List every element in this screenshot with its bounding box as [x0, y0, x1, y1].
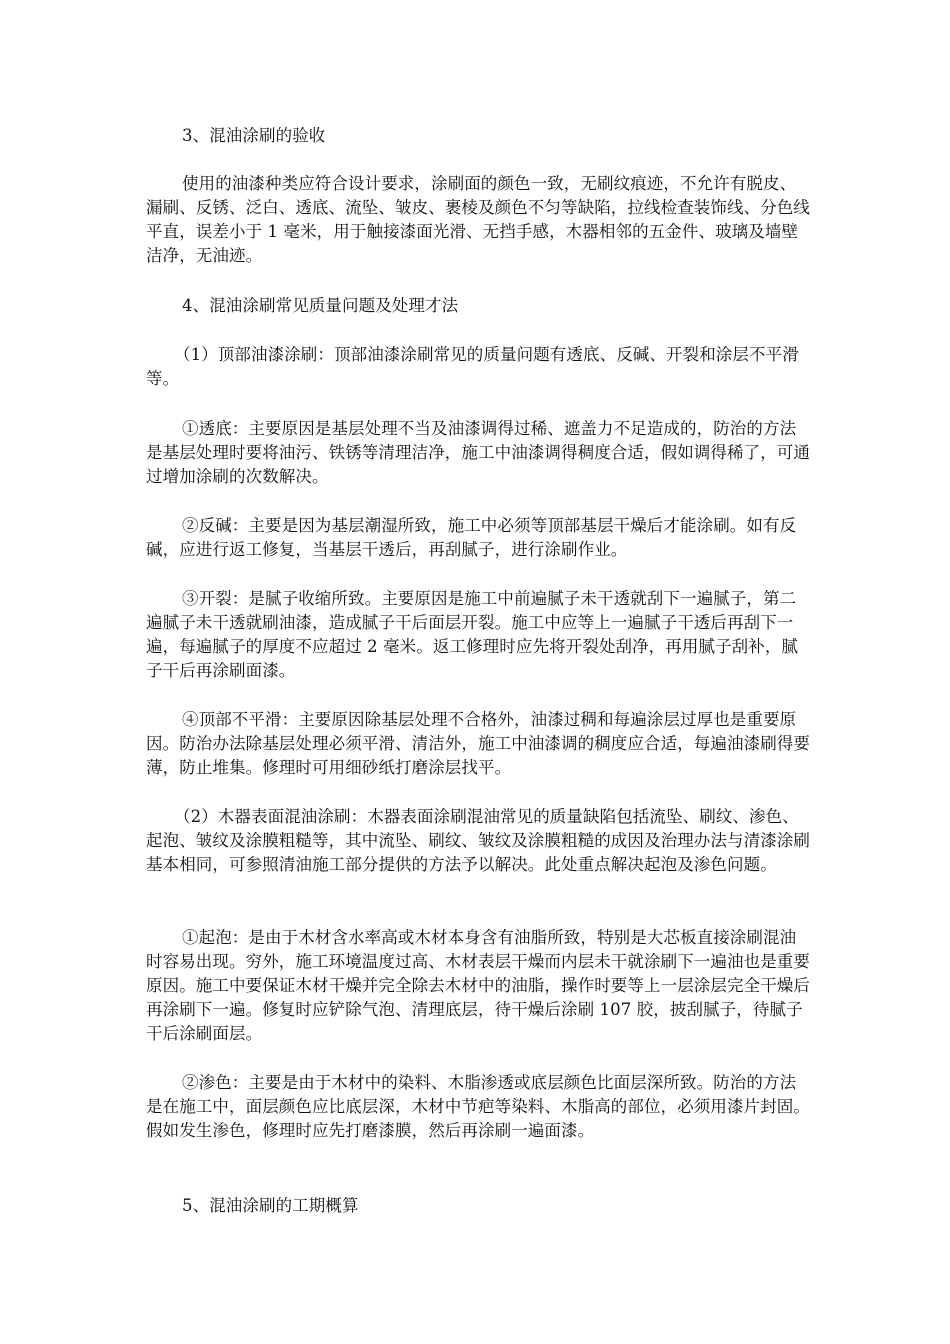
paragraph-wood-surface-painting: （2）木器表面混油涂刷：木器表面涂刷混油常见的质量缺陷包括流坠、刷纹、渗色、起泡、皱纹及涂膜粗糙等，其中流坠、刷纹、皱纹及涂膜粗糙的成因及治理办法与清漆涂刷基本相同，可参照清油施工部分提供的方法予以解决。此处重点解决起泡及渗色问题。: [146, 807, 810, 874]
paragraph-cracking: ③开裂：是腻子收缩所致。主要原因是施工中前遍腻子未干透就刮下一遍腻子，第二遍腻子未干透就刷油漆，造成腻子干后面层开裂。施工中应等上一遍腻子干透后再刮下一遍，每遍腻子的厚度不应超过 2 毫米。返工修理时应先将开裂处刮净，再用腻子刮补，腻子干后再涂刷面漆。: [146, 589, 799, 680]
paragraph-uneven-ceiling: ④顶部不平滑：主要原因除基层处理不合格外，油漆过稠和每遍涂层过厚也是重要原因。防治办法除基层处理必须平滑、清洁外，施工中油漆调的稠度应合适，每遍油漆刷得要薄，防止堆集。修理时可用细砂纸打磨涂层找平。: [146, 710, 810, 777]
section-heading-schedule: 5、混油涂刷的工期概算: [182, 1196, 359, 1215]
paragraph-ceiling-painting: （1）顶部油漆涂刷：顶部油漆涂刷常见的质量问题有透底、反碱、开裂和涂层不平滑等。: [146, 345, 799, 388]
paragraph-alkali-bloom: ②反碱：主要是因为基层潮湿所致，施工中必须等顶部基层干燥后才能涂刷。如有反碱，应进行返工修复，当基层干透后，再刮腻子，进行涂刷作业。: [146, 516, 797, 559]
paragraph-acceptance-requirements: 使用的油漆种类应符合设计要求，涂刷面的颜色一致，无刷纹痕迹，不允许有脱皮、漏刷、反锈、泛白、透底、流坠、皱皮、裹棱及颜色不匀等缺陷，拉线检查装饰线、分色线平直，误差小于 1 毫米，用于触接漆面光滑、无挡手感，木器相邻的五金件、玻璃及墙壁洁净，无油迹。: [146, 174, 810, 265]
section-heading-common-problems: 4、混油涂刷常见质量问题及处理才法: [182, 296, 459, 315]
paragraph-bleeding: ②渗色：主要是由于木材中的染料、木脂渗透或底层颜色比面层深所致。防治的方法是在施工中，面层颜色应比底层深，木材中节疤等染料、木脂高的部位，必须用漆片封固。假如发生渗色，修理时应先打磨漆膜，然后再涂刷一遍面漆。: [146, 1073, 810, 1140]
paragraph-blistering: ①起泡：是由于木材含水率高或木材本身含有油脂所致，特别是大芯板直接涂刷混油时容易出现。穷外，施工环境温度过高、木材表层干燥而内层未干就涂刷下一遍油也是重要原因。施工中要保证木材干燥并完全除去木材中的油脂，操作时要等上一层涂层完全干燥后再涂刷下一遍。修复时应铲除气泡、清理底层，待干燥后涂刷 107 胶，披刮腻子，待腻子干后涂刷面层。: [146, 928, 810, 1043]
paragraph-show-through: ①透底：主要原因是基层处理不当及油漆调得过稀、遮盖力不足造成的，防治的方法是基层处理时要将油污、铁锈等清理洁净，施工中油漆调得稠度合适，假如调得稀了，可通过增加涂刷的次数解决。: [146, 419, 810, 486]
section-heading-acceptance: 3、混油涂刷的验收: [182, 126, 326, 145]
